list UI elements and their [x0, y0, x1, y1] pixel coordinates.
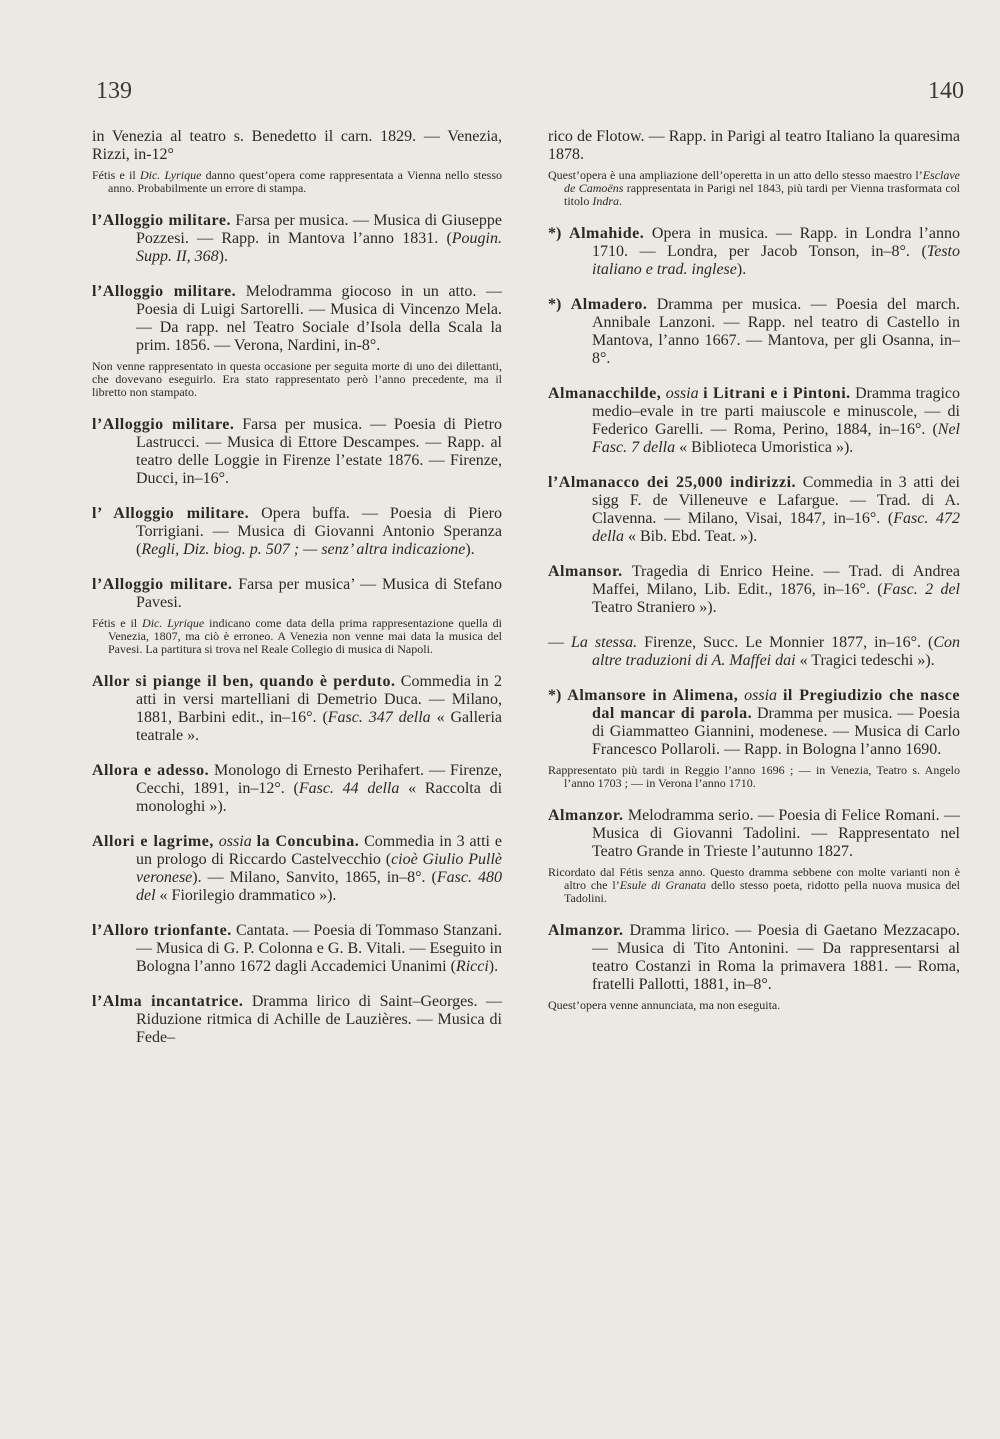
entry-body — [92, 993, 502, 1047]
entry-footnote — [548, 866, 960, 905]
entry-text: *) — [548, 687, 568, 704]
entry-body — [92, 762, 502, 816]
italic-text: Fasc. 480 del — [136, 869, 502, 904]
entry-text: Melodramma giocoso in un atto. — Poesia di Luigi Sartorelli. — Musica di Vincenzo Mela. — Da rapp. nel Teatro Sociale d’Isola della Scala la prim. 1856. — Verona, Nardini, in-8°. — [136, 283, 503, 354]
entry-text: Dramma per musica. — Poesia del march. Annibale Lanzoni. — Rapp. nel teatro di Castello in Mantova, l’anno 1667. — Mantova, per gli Osanna, in–8°. — [592, 296, 960, 367]
right-column — [548, 128, 960, 1029]
entry-text: « Galleria teatrale ». — [136, 709, 502, 744]
entry-body — [92, 505, 502, 559]
entry-footnote — [92, 360, 502, 399]
catalog-entry — [548, 687, 960, 790]
catalog-entry — [92, 283, 502, 399]
entry-title: l’Alloggio militare. — [92, 576, 233, 593]
entry-title: l’Alloggio militare. — [92, 283, 237, 300]
catalog-entry — [548, 563, 960, 617]
entry-body — [548, 385, 960, 457]
catalog-entry — [548, 225, 960, 279]
italic-text: ossia — [213, 833, 257, 850]
entry-body — [92, 212, 502, 266]
entry-footnote — [548, 999, 960, 1012]
entry-body — [548, 128, 960, 164]
entry-text: *) — [548, 296, 571, 313]
entry-text: indicano come data della prima rappresentazione quella di Venezia, 1807, ma ciò è erroneo. A Venezia non venne mai data la musica del Pavesi. La partitura si trova nel Reale Collegio di musica di Napoli. — [108, 616, 502, 656]
entry-text: Commedia in 3 atti dei sigg F. de Villeneuve e Lafargue. — Trad. di A. Clavenna. — Milano, Visai, 1847, in–16°. ( — [592, 474, 961, 527]
entry-title: Almanacchilde, — [548, 385, 662, 402]
italic-text: cioè Giulio Pullè veronese — [136, 851, 502, 886]
italic-text: Esule di Granata — [619, 878, 707, 892]
entry-text: Dramma tragico medio–evale in tre parti maiuscole e minuscole, — di Federico Garelli. — Roma, Perino, 1884, in–16°. ( — [592, 385, 961, 438]
entry-text: — — [548, 634, 571, 651]
entry-body — [92, 833, 502, 905]
entry-body — [92, 416, 502, 488]
catalog-entry — [548, 474, 960, 546]
entry-text: « Tragici tedeschi »). — [795, 652, 935, 669]
left-column — [92, 128, 502, 1064]
entry-text: « Biblioteca Umoristica »). — [675, 439, 854, 456]
catalog-entry — [92, 416, 502, 488]
entry-text: Opera buffa. — Poesia di Piero Torrigiani. — Musica di Giovanni Antonio Speranza ( — [136, 505, 503, 558]
entry-title: i Litrani e i Pintoni. — [703, 385, 851, 402]
entry-text: Melodramma serio. — Poesia di Felice Romani. — Musica di Giovanni Tadolini. — Rappresentato nel Teatro Grande in Trieste l’autunno 1827. — [592, 807, 960, 860]
entry-text: Quest’opera venne annunciata, ma non eseguita. — [548, 998, 781, 1012]
entry-title: Almansor. — [548, 563, 623, 580]
entry-text: rico de Flotow. — Rapp. in Parigi al teatro Italiano la quaresima 1878. — [548, 128, 960, 163]
entry-text: Fétis e il — [92, 168, 140, 182]
entry-body — [92, 283, 502, 355]
catalog-entry — [92, 922, 502, 976]
catalog-entry — [92, 505, 502, 559]
entry-text: Monologo di Ernesto Perihafert. — Firenze, Cecchi, 1891, in–12°. ( — [136, 762, 502, 797]
italic-text: ossia — [738, 687, 783, 704]
catalog-entry — [92, 993, 502, 1047]
italic-text: Regli, Diz. biog. p. 507 ; — senz’ altra indicazione — [141, 541, 466, 558]
entry-title: l’ Alloggio militare. — [92, 505, 250, 522]
entry-text: danno quest’opera come rappresentata a Vienna nello stesso anno. Probabilmente un errore di stampa. — [108, 168, 502, 195]
entry-text: Dramma per musica. — Poesia di Giammatteo Giannini, modenese. — Musica di Carlo Francesco Pollaroli. — Rapp. in Bologna l’anno 1690. — [592, 705, 961, 758]
entry-body — [548, 922, 960, 994]
italic-text: Fasc. 44 della — [298, 780, 400, 797]
catalog-entry — [548, 807, 960, 905]
entry-text: Non venne rappresentato in questa occasione per seguita morte di uno dei dilettanti, che dovevano eseguirlo. Era stato rappresentato però l’anno precedente, ma il libretto non stampato. — [92, 359, 502, 399]
entry-title: la Concubina. — [256, 833, 360, 850]
italic-text: Indra — [592, 194, 620, 208]
entry-text: ). — [488, 958, 499, 975]
entry-footnote — [548, 764, 960, 790]
catalog-entry — [548, 296, 960, 368]
entry-title: Almansore in Alimena, — [567, 687, 739, 704]
catalog-entry — [92, 576, 502, 656]
entry-body — [92, 922, 502, 976]
catalog-entry — [92, 673, 502, 745]
catalog-entry — [92, 128, 502, 195]
entry-text: Fétis e il — [92, 616, 143, 630]
entry-text: rappresentata in Parigi nel 1843, più tardi per Vienna trasformata col titolo — [564, 181, 960, 208]
entry-footnote — [548, 169, 960, 208]
entry-body — [548, 474, 960, 546]
catalog-entry — [92, 212, 502, 266]
entry-text: Farsa per musica. — Musica di Giuseppe Pozzesi. — Rapp. in Mantova l’anno 1831. ( — [136, 212, 502, 247]
entry-text: Commedia in 3 atti e un prologo di Riccardo Castelvecchio ( — [136, 833, 503, 868]
entry-text: *) — [548, 225, 570, 242]
catalog-entry — [548, 922, 960, 1012]
entry-title: Allor si piange il ben, quando è perduto. — [92, 673, 396, 690]
entry-text: Quest’opera è una ampliazione dell’operetta in un atto dello stesso maestro l’ — [548, 168, 923, 182]
entry-text: « Bib. Ebd. Teat. »). — [624, 528, 758, 545]
entry-text: Farsa per musica’ — Musica di Stefano Pavesi. — [136, 576, 503, 611]
entry-title: Almahide. — [569, 225, 645, 242]
entry-body — [548, 225, 960, 279]
entry-body — [548, 807, 960, 861]
entry-title: Almanzor. — [548, 807, 624, 824]
catalog-entry — [92, 833, 502, 905]
italic-text: Fasc. 347 della — [327, 709, 431, 726]
entry-title: Almanzor. — [548, 922, 624, 939]
entry-body — [548, 296, 960, 368]
entry-body — [548, 687, 960, 759]
italic-text: Dic. Lyrique — [142, 616, 205, 630]
entry-text: « Fiorilegio drammatico »). — [155, 887, 337, 904]
entry-text: ). — Milano, Sanvito, 1865, in–8°. ( — [192, 869, 437, 886]
entry-text: in Venezia al teatro s. Benedetto il carn. 1829. — Venezia, Rizzi, in-12° — [92, 128, 502, 163]
entry-footnote — [92, 617, 502, 656]
entry-body — [92, 673, 502, 745]
entry-text: Rappresentato più tardi in Reggio l’anno 1696 ; — in Venezia, Teatro s. Angelo l’anno 1703 ; — in Verona l’anno 1710. — [548, 763, 960, 790]
entry-title: Almadero. — [570, 296, 648, 313]
catalog-entry — [92, 762, 502, 816]
entry-body — [548, 634, 960, 670]
italic-text: La stessa. — [571, 634, 638, 651]
entry-text: ). — [218, 248, 228, 265]
entry-text: Dramma lirico. — Poesia di Gaetano Mezzacapo. — Musica di Tito Antonini. — Da rappresentarsi al teatro Costanzi in Roma la primavera 1881. — Roma, fratelli Pallotti, 1881, in–8°. — [592, 922, 960, 993]
italic-text: Nel Fasc. 7 della — [592, 421, 960, 456]
entry-text: Opera in musica. — Rapp. in Londra l’anno 1710. — Londra, per Jacob Tonson, in–8°. ( — [592, 225, 961, 260]
italic-text: Ricci — [455, 958, 489, 975]
catalog-entry — [548, 634, 960, 670]
entry-body — [92, 128, 502, 164]
entry-text: . — [619, 194, 623, 208]
entry-footnote — [92, 169, 502, 195]
italic-text: Esclave de Camoëns — [564, 168, 960, 195]
page-number-right: 140 — [928, 78, 964, 104]
entry-title: l’Alloro trionfante. — [92, 922, 232, 939]
entry-text: Ricordato dal Fétis senza anno. Questo dramma sebbene con molte varianti non è altro che l’ — [548, 865, 960, 892]
catalog-entry — [548, 128, 960, 208]
entry-title: Allori e lagrime, — [92, 833, 214, 850]
italic-text: Pougin. Supp. II, 368 — [136, 230, 502, 265]
entry-title: il Pregiudizio che nasce dal mancar di parola. — [592, 687, 960, 722]
entry-text: dello stesso poeta, ridotto pella nuova musica del Tadolini. — [564, 878, 960, 905]
entry-title: Allora e adesso. — [92, 762, 210, 779]
entry-text: Cantata. — Poesia di Tommaso Stanzani. — Musica di G. P. Colonna e G. B. Vitali. — Eseguito in Bologna l’anno 1672 dagli Accademici Unanimi ( — [136, 922, 502, 975]
entry-body — [92, 576, 502, 612]
entry-text: ). — [465, 541, 475, 558]
italic-text: Fasc. 472 della — [592, 510, 960, 545]
entry-text: Farsa per musica. — Poesia di Pietro Lastrucci. — Musica di Ettore Descampes. — Rapp. al teatro delle Loggie in Firenze l’estate 1876. — Firenze, Ducci, in–16°. — [136, 416, 503, 487]
italic-text: Con altre traduzioni di A. Maffei dai — [592, 634, 960, 669]
entry-text: Dramma lirico di Saint–Georges. — Riduzione ritmica di Achille de Lauzières. — Musica di Fede– — [136, 993, 502, 1046]
entry-title: l’Almanacco dei 25,000 indirizzi. — [548, 474, 797, 491]
entry-text: ). — [736, 261, 747, 278]
entry-body — [548, 563, 960, 617]
page-number-left: 139 — [96, 78, 132, 104]
entry-text: Firenze, Succ. Le Monnier 1877, in–16°. ( — [637, 634, 934, 651]
italic-text: Testo italiano e trad. inglese — [592, 243, 960, 278]
entry-text: Tragedia di Enrico Heine. — Trad. di Andrea Maffei, Milano, Lib. Edit., 1876, in–16°. ( — [592, 563, 960, 598]
italic-text: Fasc. 2 del — [882, 581, 960, 598]
italic-text: Dic. Lyrique — [139, 168, 202, 182]
entry-title: l’Alloggio militare. — [92, 416, 235, 433]
italic-text: ossia — [661, 385, 704, 402]
entry-text: Commedia in 2 atti in versi martelliani di Demetrio Duca. — Milano, 1881, Barbini edit., in–16°. ( — [136, 673, 503, 726]
entry-text: « Raccolta di monologhi »). — [136, 780, 503, 815]
entry-text: Teatro Straniero »). — [592, 599, 717, 616]
entry-title: l’Alma incantatrice. — [92, 993, 244, 1010]
entry-title: l’Alloggio militare. — [92, 212, 231, 229]
catalog-entry — [548, 385, 960, 457]
